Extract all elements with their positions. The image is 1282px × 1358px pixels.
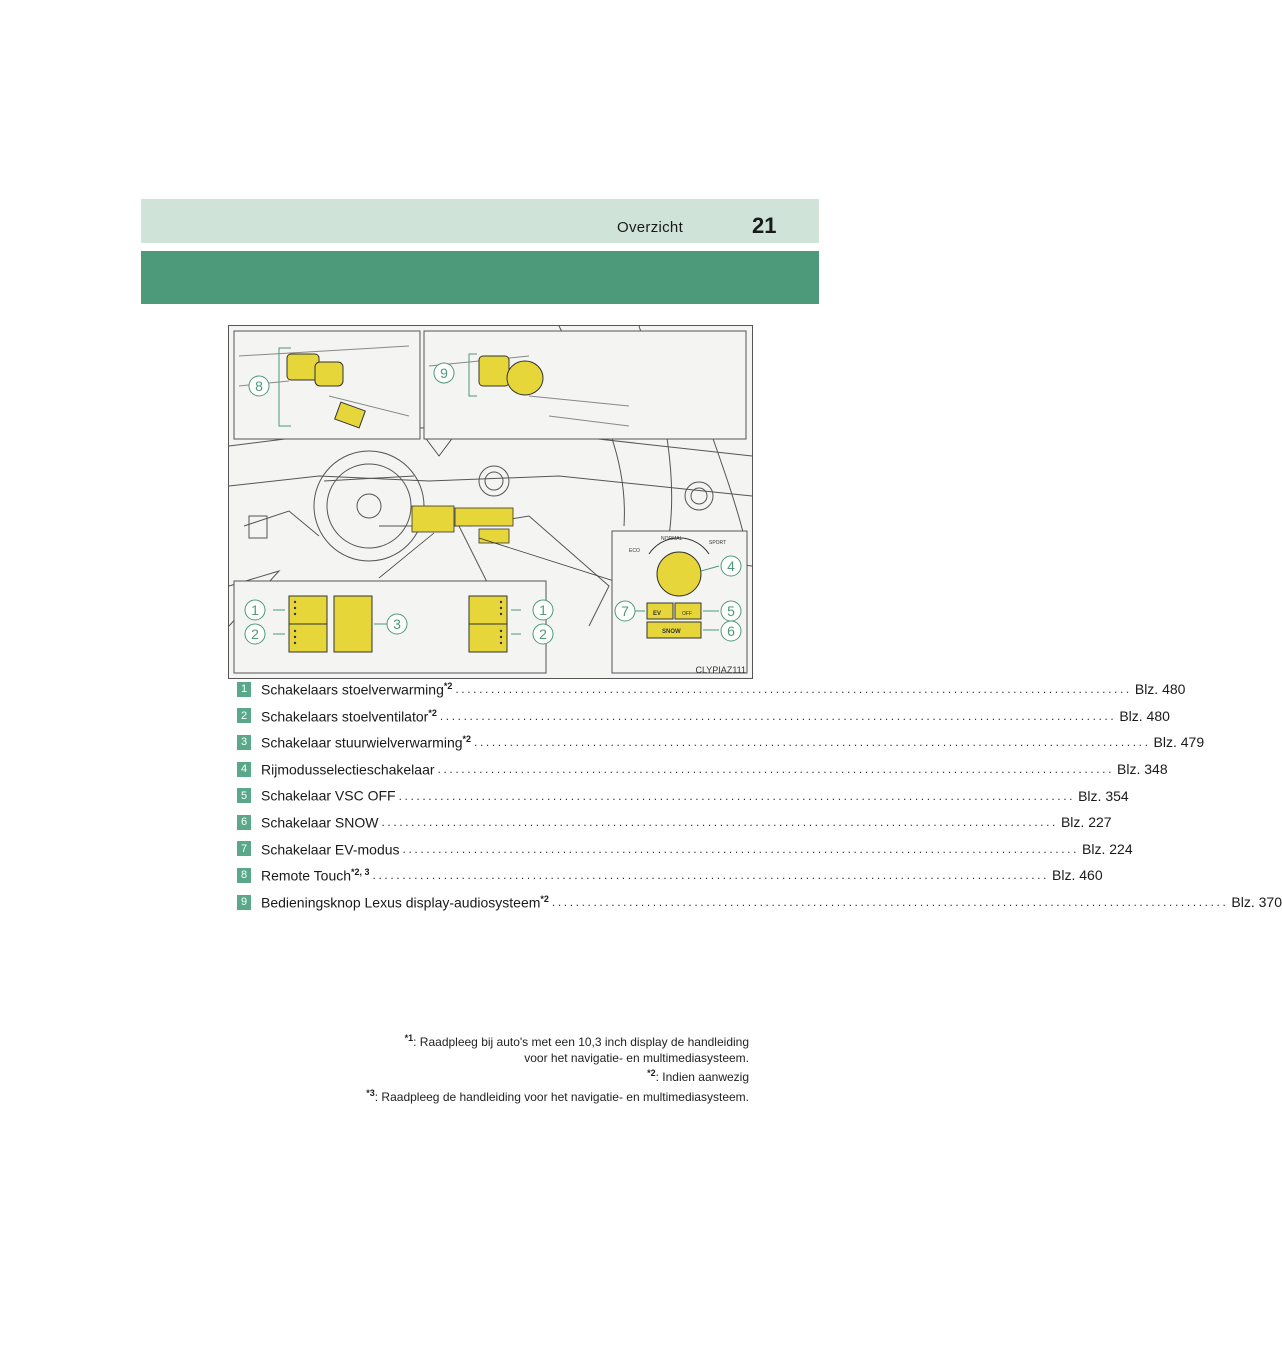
- figure-code: CLYPIAZ111: [695, 665, 746, 675]
- list-item: [237, 889, 1282, 916]
- leader-dots: ..................................................................................................................: [398, 788, 1076, 803]
- callout-7: [615, 601, 635, 621]
- svg-text:4: 4: [727, 558, 735, 574]
- item-page-ref[interactable]: Blz. 227: [1060, 814, 1112, 831]
- list-item: [237, 862, 1103, 889]
- callout-1-left: [245, 600, 265, 620]
- callout-9: [434, 363, 454, 383]
- leader-dots: ..................................................................................................................: [474, 735, 1151, 750]
- item-page-ref[interactable]: Blz. 460: [1052, 867, 1103, 884]
- svg-text:8: 8: [255, 378, 263, 394]
- svg-text:7: 7: [621, 603, 629, 619]
- header-bar: [141, 199, 819, 243]
- item-label: Schakelaar EV-modus: [261, 841, 400, 858]
- item-label: Schakelaar SNOW: [261, 814, 379, 831]
- svg-text:2: 2: [251, 626, 259, 642]
- label-normal: NORMAL: [661, 536, 683, 542]
- item-number: 8: [237, 868, 251, 883]
- inset-audio-knob: [424, 331, 746, 439]
- interior-illustration: [228, 325, 753, 679]
- callout-5: [721, 601, 741, 621]
- callout-8: [249, 376, 269, 396]
- item-page-ref[interactable]: Blz. 348: [1117, 761, 1168, 778]
- svg-text:6: 6: [727, 623, 735, 639]
- item-page-ref[interactable]: Blz. 354: [1078, 787, 1129, 804]
- item-number: 2: [237, 708, 251, 723]
- svg-text:3: 3: [393, 616, 401, 632]
- callout-4: [721, 556, 741, 576]
- item-label: Schakelaars stoelverwarming$^{*2}$: [261, 680, 453, 698]
- item-label: Schakelaars stoelventilator$^{*2}$: [261, 707, 437, 725]
- callout-3: [387, 614, 407, 634]
- footnote-3: $^{*3}$: Raadpleeg de handleiding voor het navigatie- en multimediasysteem.: [366, 1087, 749, 1104]
- item-number: 3: [237, 735, 251, 750]
- label-eco: ECO: [629, 548, 640, 554]
- label-snow: SNOW: [662, 629, 681, 635]
- list-item: [237, 836, 1133, 863]
- console-highlight: [412, 506, 513, 543]
- item-number: 4: [237, 762, 251, 777]
- callout-2-left: [245, 624, 265, 644]
- leader-dots: ..................................................................................................................: [402, 841, 1080, 856]
- section-title: Overzicht: [617, 219, 684, 236]
- footnote-2: $^{*2}$: Indien aanwezig: [647, 1068, 749, 1084]
- leader-dots: ..................................................................................................................: [372, 868, 1050, 883]
- footnote-1: $^{*1}$: Raadpleeg bij auto's met een 10,3 inch display de handleiding: [404, 1033, 749, 1049]
- leader-dots: ..................................................................................................................: [551, 895, 1229, 910]
- footnotes: [366, 1031, 749, 1105]
- item-label: Rijmodusselectieschakelaar: [261, 761, 435, 778]
- callout-6: [721, 621, 741, 641]
- item-list: [237, 676, 1282, 915]
- item-number: 5: [237, 788, 251, 803]
- leader-dots: ..................................................................................................................: [381, 815, 1058, 830]
- item-number: 9: [237, 895, 251, 910]
- item-page-ref[interactable]: Blz. 480: [1134, 681, 1186, 698]
- label-vsc: OFF: [682, 611, 692, 617]
- svg-text:5: 5: [727, 603, 735, 619]
- list-item: [237, 756, 1168, 783]
- item-label: Schakelaar VSC OFF: [261, 788, 396, 804]
- list-item: [237, 676, 1186, 703]
- svg-text:2: 2: [539, 626, 547, 642]
- callout-2-right: [533, 624, 553, 644]
- item-page-ref[interactable]: Blz. 224: [1082, 840, 1133, 857]
- label-ev: EV: [653, 611, 662, 617]
- item-page-ref[interactable]: Blz. 480: [1119, 707, 1170, 724]
- svg-text:1: 1: [251, 602, 259, 618]
- item-number: 6: [237, 815, 251, 830]
- page-number: 21: [752, 213, 777, 238]
- label-sport: SPORT: [709, 540, 727, 546]
- item-number: 1: [237, 682, 251, 697]
- list-item: [237, 809, 1112, 836]
- list-item: [237, 729, 1205, 756]
- section-band: [141, 251, 819, 304]
- item-number: 7: [237, 841, 251, 856]
- list-item: [237, 703, 1170, 730]
- leader-dots: ..................................................................................................................: [437, 762, 1115, 777]
- item-page-ref[interactable]: Blz. 370: [1231, 894, 1282, 911]
- list-item: [237, 782, 1129, 809]
- callout-1-right: [533, 600, 553, 620]
- item-label: Remote Touch$^{*2, 3}$: [261, 867, 370, 884]
- leader-dots: ..................................................................................................................: [439, 708, 1117, 723]
- svg-text:9: 9: [440, 365, 448, 381]
- item-page-ref[interactable]: Blz. 479: [1153, 734, 1205, 751]
- footnote-1-cont: voor het navigatie- en multimediasysteem.: [524, 1050, 749, 1065]
- item-label: Schakelaar stuurwielverwarming$^{*2}$: [261, 734, 472, 751]
- leader-dots: ..................................................................................................................: [455, 682, 1132, 697]
- svg-text:1: 1: [539, 602, 547, 618]
- item-label: Bedieningsknop Lexus display-audiosysteem$^{*2}$: [261, 893, 549, 911]
